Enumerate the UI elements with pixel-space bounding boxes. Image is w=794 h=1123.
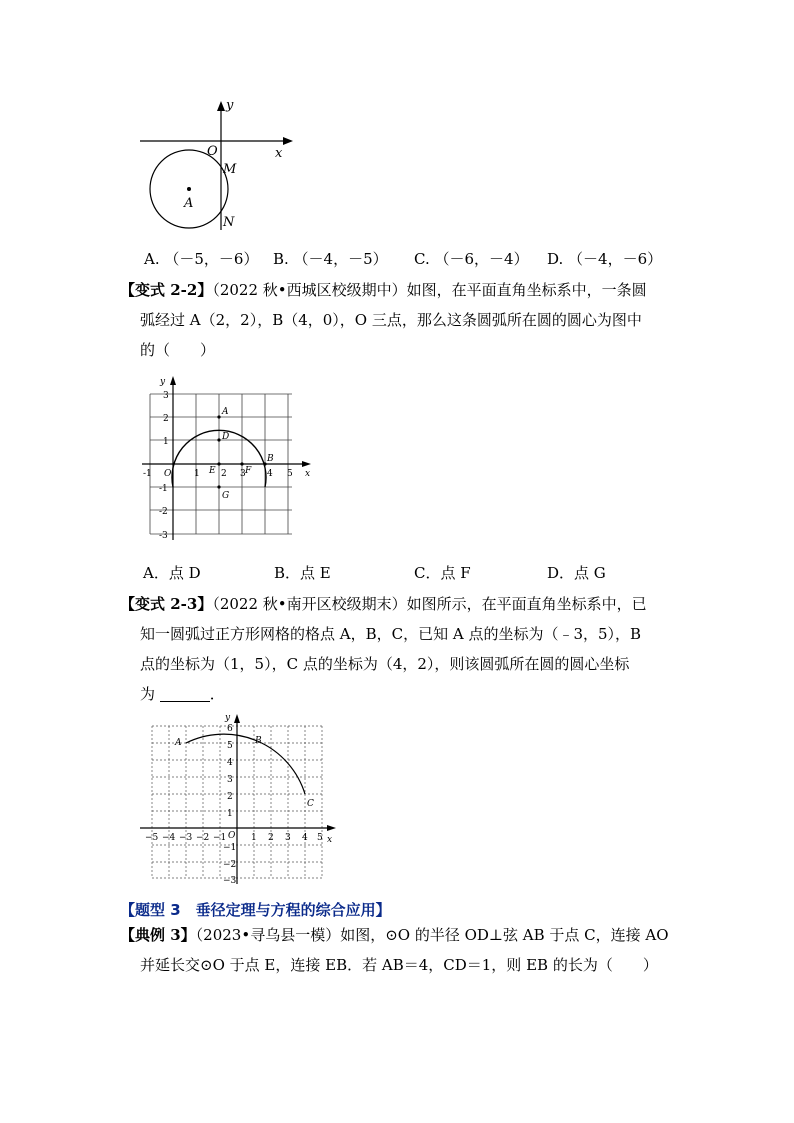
- y-tick-2: 2: [163, 414, 169, 424]
- q1-option-c: C. （－6，－4）: [414, 250, 529, 268]
- y-axis-arrow: [217, 101, 225, 111]
- point-a-label: A: [184, 196, 194, 211]
- example3-tag: 【典例 3】: [120, 926, 196, 944]
- q3-text-4: 为: [140, 685, 156, 703]
- answer-blank[interactable]: [160, 687, 210, 702]
- point-b-label: B: [267, 454, 274, 464]
- figure-arc-dashed-grid: [137, 712, 342, 892]
- x-tick-origin: O: [164, 469, 172, 479]
- x-tick-neg1: −1: [213, 833, 227, 843]
- point-m-label: M: [223, 162, 237, 177]
- q1-option-d: D. （－4，－6）: [547, 250, 663, 268]
- y-tick-5: 5: [227, 741, 233, 751]
- point-d-label: D: [222, 432, 230, 442]
- x-label: x: [305, 469, 311, 479]
- x-tick-2: 2: [221, 469, 227, 479]
- x-tick-5: 5: [287, 469, 293, 479]
- y-tick-neg1: −1: [223, 843, 237, 853]
- x-label: x: [275, 146, 283, 161]
- x-axis-arrow: [283, 137, 293, 145]
- x-label: x: [327, 835, 333, 845]
- q2-text-1: （2022 秋•西城区校级期中）如图，在平面直角坐标系中，一条圆: [212, 281, 647, 299]
- x-tick-neg5: −5: [145, 833, 159, 843]
- y-label: y: [225, 713, 231, 723]
- example3-text-1: （2023•寻乌县一模）如图，⊙O 的半径 OD⊥弦 AB 于点 C，连接 AO: [195, 926, 669, 944]
- x-tick-3: 3: [240, 469, 246, 479]
- y-tick-neg2: −2: [223, 860, 237, 870]
- q3-line1: [120, 597, 647, 612]
- q2-line1: [120, 283, 647, 298]
- point-e-label: E: [209, 466, 216, 476]
- x-tick-2: 2: [268, 833, 274, 843]
- section-heading: 【题型 3 垂径定理与方程的综合应用】: [120, 901, 391, 919]
- y-axis-arrow: [170, 376, 176, 385]
- x-axis-arrow: [302, 461, 311, 467]
- origin-label: O: [207, 144, 218, 159]
- q2-line2: 弧经过 A（2，2），B（4，0），O 三点，那么这条圆弧所在圆的圆心为图中: [140, 311, 642, 329]
- q3-line4: [140, 687, 225, 702]
- x-tick-4: 4: [302, 833, 308, 843]
- y-tick-3: 3: [227, 775, 233, 785]
- point-f-label: F: [245, 466, 252, 476]
- q2-option-b: B．点 E: [274, 564, 331, 582]
- y-tick-6: 6: [227, 724, 233, 734]
- q2-option-d: D．点 G: [547, 564, 606, 582]
- x-tick-neg1: -1: [143, 469, 152, 479]
- x-tick-neg3: −3: [179, 833, 193, 843]
- y-label: y: [226, 98, 234, 113]
- y-axis-arrow: [234, 714, 240, 723]
- q3-line2: 知一圆弧过正方形网格的格点 A，B，C，已知 A 点的坐标为（﹣3，5），B: [140, 625, 642, 643]
- point-g-label: G: [222, 491, 230, 501]
- x-tick-origin: O: [228, 831, 236, 841]
- center-dot-a: [187, 187, 191, 191]
- x-tick-neg2: −2: [196, 833, 210, 843]
- q1-option-b: B. （－4，－5）: [273, 250, 388, 268]
- example3-line1: [120, 928, 669, 943]
- q3-line3: 点的坐标为（1，5），C 点的坐标为（4，2），则该圆弧所在圆的圆心坐标: [140, 655, 630, 673]
- y-tick-3: 3: [163, 391, 169, 401]
- y-label: y: [160, 377, 166, 387]
- figure-circle-tangent: [135, 95, 300, 235]
- figure-arc-grid: [137, 372, 317, 547]
- x-axis-arrow: [327, 825, 336, 831]
- point-n-label: N: [223, 215, 235, 230]
- y-tick-1: 1: [163, 437, 169, 447]
- y-tick-neg3: -3: [159, 531, 168, 541]
- q3-tag: 【变式 2-3】: [120, 595, 213, 613]
- q3-period: ．: [209, 685, 225, 703]
- x-tick-4: 4: [267, 469, 273, 479]
- x-tick-1: 1: [194, 469, 200, 479]
- q2-option-a: A．点 D: [143, 564, 201, 582]
- y-tick-neg1: -1: [159, 484, 168, 494]
- y-tick-neg2: -2: [159, 507, 168, 517]
- x-tick-3: 3: [285, 833, 291, 843]
- point-c-label: C: [307, 799, 314, 809]
- point-a-label: A: [175, 738, 182, 748]
- y-tick-neg3: −3: [223, 876, 237, 886]
- q2-option-c: C．点 F: [414, 564, 471, 582]
- x-tick-neg4: −4: [162, 833, 176, 843]
- point-a-label: A: [222, 407, 229, 417]
- q1-option-a: A. （－5，－6）: [144, 250, 259, 268]
- q2-tag: 【变式 2-2】: [120, 281, 213, 299]
- point-b-label: B: [255, 736, 262, 746]
- q3-text-1: （2022 秋•南开区校级期末）如图所示，在平面直角坐标系中，已: [212, 595, 647, 613]
- y-tick-2: 2: [227, 792, 233, 802]
- example3-line2: 并延长交⊙O 于点 E，连接 EB．若 AB＝4，CD＝1，则 EB 的长为（ ）: [140, 956, 658, 974]
- x-tick-5: 5: [317, 833, 323, 843]
- q2-line3: 的（ ）: [140, 341, 216, 359]
- x-tick-1: 1: [251, 833, 257, 843]
- y-tick-4: 4: [227, 758, 233, 768]
- y-tick-1: 1: [227, 809, 233, 819]
